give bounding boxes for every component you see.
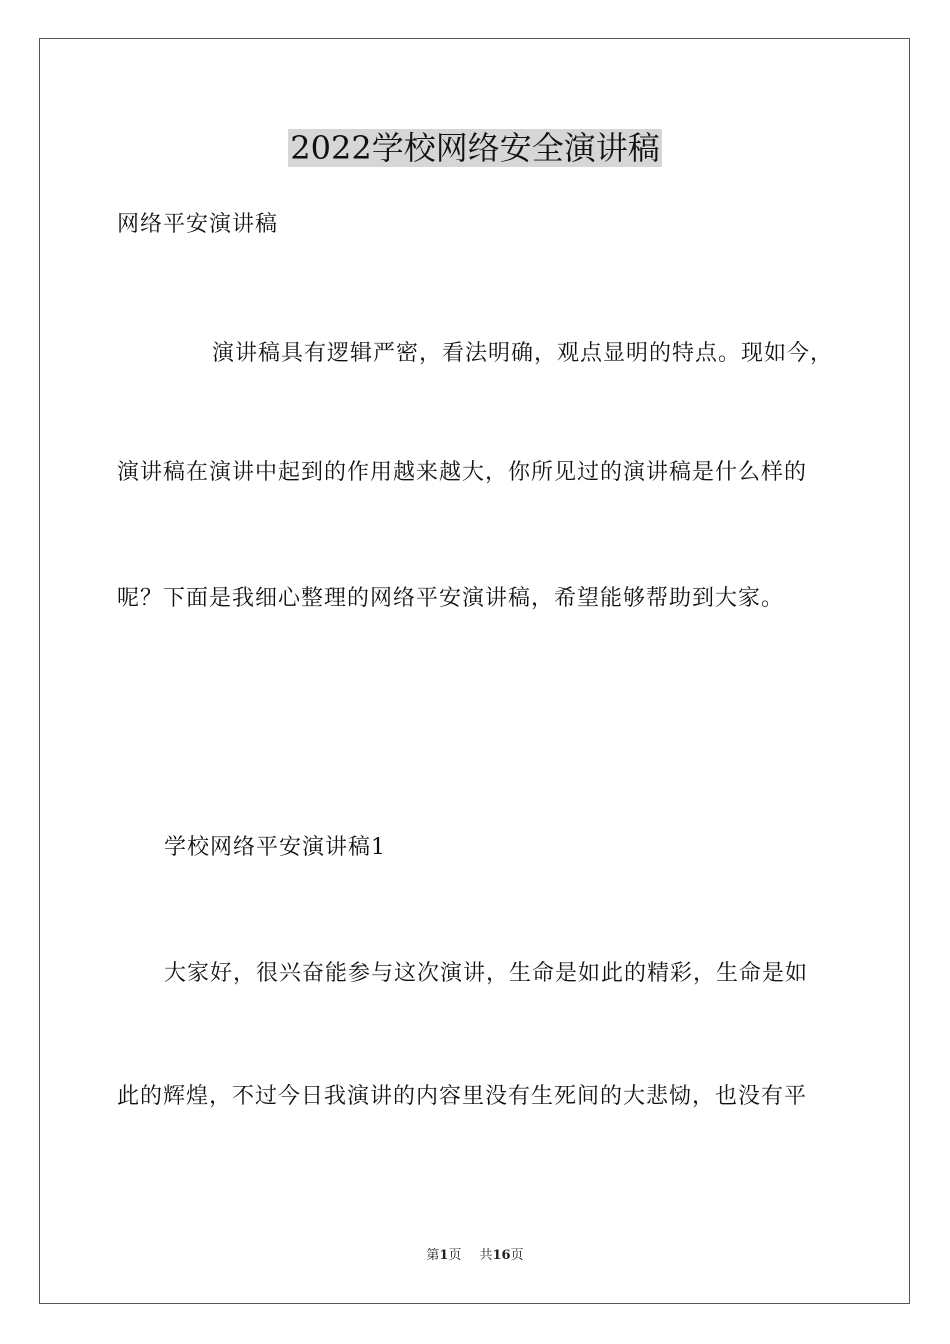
page-footer bbox=[0, 1247, 950, 1265]
total-prefix: 共 bbox=[479, 1248, 493, 1263]
page-suffix: 页 bbox=[448, 1248, 462, 1263]
document-title-text: 2022学校网络安全演讲稿 bbox=[290, 129, 660, 167]
paragraph-line: 此的辉煌，不过今日我演讲的内容里没有生死间的大悲恸，也没有平 bbox=[117, 1084, 808, 1109]
paragraph-line: 大家好，很兴奋能参与这次演讲，生命是如此的精彩，生命是如 bbox=[164, 961, 809, 986]
paragraph-line: 演讲稿在演讲中起到的作用越来越大，你所见过的演讲稿是什么样的 bbox=[117, 460, 808, 485]
page-total: 16 bbox=[492, 1248, 511, 1263]
total-suffix: 页 bbox=[510, 1248, 524, 1263]
document-title bbox=[0, 126, 950, 170]
section-heading: 学校网络平安演讲稿1 bbox=[164, 835, 386, 860]
page-prefix: 第 bbox=[426, 1248, 440, 1263]
page-current: 1 bbox=[439, 1248, 449, 1263]
paragraph-line: 呢？下面是我细心整理的网络平安演讲稿，希望能够帮助到大家。 bbox=[117, 586, 785, 611]
paragraph-line: 演讲稿具有逻辑严密，看法明确，观点显明的特点。现如今， bbox=[212, 341, 834, 366]
subtitle-line: 网络平安演讲稿 bbox=[117, 212, 279, 237]
